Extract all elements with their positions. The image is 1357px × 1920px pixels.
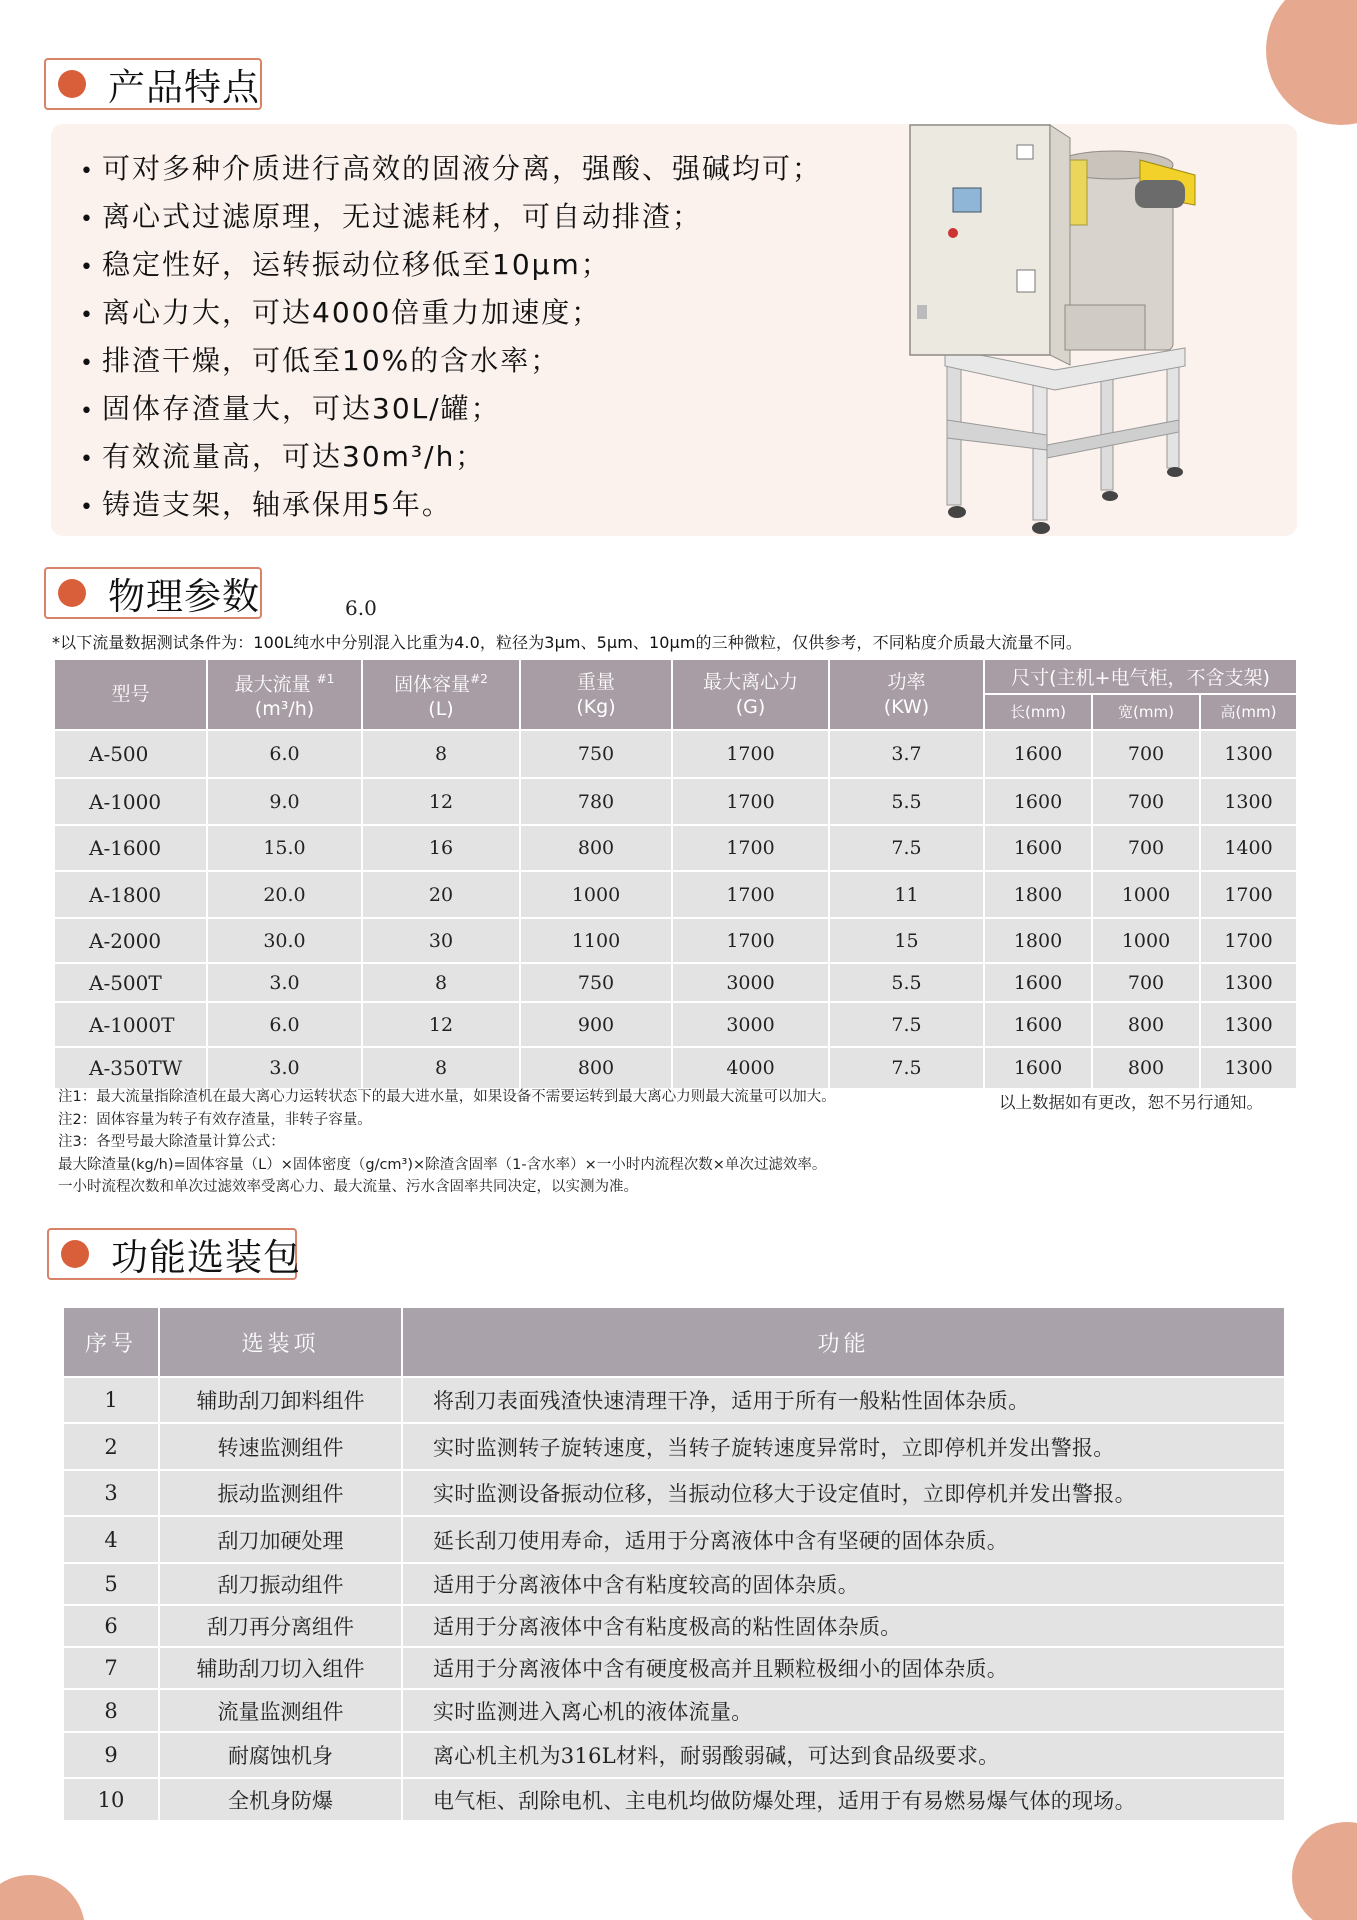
table-cell: 1000 <box>1092 871 1200 918</box>
option-number: 2 <box>63 1423 159 1470</box>
table-row <box>54 871 1297 918</box>
header-weight: 重量 (Kg) <box>520 659 672 730</box>
table-cell: 800 <box>1092 1047 1200 1089</box>
option-name: 刮刀加硬处理 <box>159 1516 402 1563</box>
option-name: 辅助刮刀切入组件 <box>159 1647 402 1689</box>
option-name: 振动监测组件 <box>159 1470 402 1516</box>
header-capacity: 固体容量$^{\#2}$ (L) <box>362 659 520 730</box>
option-number: 4 <box>63 1516 159 1563</box>
table-row <box>63 1516 1285 1563</box>
bullet-dot-icon <box>58 70 86 98</box>
table-row <box>63 1470 1285 1516</box>
table-cell: 1600 <box>984 1047 1092 1089</box>
table-row <box>54 730 1297 778</box>
table-cell: 9.0 <box>207 778 362 825</box>
model-cell: A-1000T <box>54 1002 207 1047</box>
table-cell: 1700 <box>672 825 829 871</box>
option-number: 6 <box>63 1605 159 1647</box>
feature-item: • 固体存渣量大，可达30L/罐； <box>80 385 880 433</box>
table-cell: 1300 <box>1200 730 1297 778</box>
header-model: 型号 <box>54 659 207 730</box>
table-cell: 8 <box>362 963 520 1002</box>
features-list <box>80 145 880 529</box>
option-function: 实时监测进入离心机的液体流量。 <box>402 1689 1285 1732</box>
table-cell: 700 <box>1092 778 1200 825</box>
table-cell: 3.7 <box>829 730 984 778</box>
table-row <box>54 1047 1297 1089</box>
table-cell: 8 <box>362 730 520 778</box>
features-section-title <box>44 58 262 110</box>
table-cell: 1400 <box>1200 825 1297 871</box>
table-cell: 800 <box>1092 1002 1200 1047</box>
option-name: 刮刀振动组件 <box>159 1563 402 1605</box>
params-table <box>53 658 1298 1090</box>
table-cell: 750 <box>520 963 672 1002</box>
table-cell: 700 <box>1092 963 1200 1002</box>
table-row <box>63 1647 1285 1689</box>
table-cell: 6.0 <box>207 1002 362 1047</box>
option-number: 10 <box>63 1778 159 1821</box>
table-cell: 1300 <box>1200 1002 1297 1047</box>
table-cell: 11 <box>829 871 984 918</box>
header-item: 选装项 <box>159 1307 402 1377</box>
option-function: 适用于分离液体中含有粘度较高的固体杂质。 <box>402 1563 1285 1605</box>
change-notice: 以上数据如有更改，恕不另行通知。 <box>999 1093 1263 1112</box>
bullet-dot-icon <box>61 1240 89 1268</box>
bullet-dot-icon <box>58 579 86 607</box>
header-flow: 最大流量 $^{\#1}$ (m³/h) <box>207 659 362 730</box>
table-cell: 700 <box>1092 825 1200 871</box>
table-cell: 3.0 <box>207 963 362 1002</box>
note-line: 一小时流程次数和单次过滤效率受离心力、最大流量、污水含固率共同决定，以实测为准。 <box>58 1179 638 1195</box>
table-cell: 800 <box>520 1047 672 1089</box>
table-cell: 1800 <box>984 918 1092 963</box>
option-function: 将刮刀表面残渣快速清理干净，适用于所有一般粘性固体杂质。 <box>402 1377 1285 1423</box>
option-function: 离心机主机为316L材料，耐弱酸弱碱，可达到食品级要求。 <box>402 1732 1285 1778</box>
model-cell: A-1800 <box>54 871 207 918</box>
option-function: 适用于分离液体中含有粘度极高的粘性固体杂质。 <box>402 1605 1285 1647</box>
corner-circle-decoration <box>1292 1822 1357 1920</box>
model-cell: A-1000 <box>54 778 207 825</box>
feature-item: • 铸造支架，轴承保用5年。 <box>80 481 880 529</box>
table-cell: 1600 <box>984 730 1092 778</box>
header-width: 宽(mm) <box>1092 694 1200 730</box>
table-cell: 3.0 <box>207 1047 362 1089</box>
params-section-title <box>44 567 262 619</box>
table-cell: 750 <box>520 730 672 778</box>
stray-value-text: 6.0 <box>345 596 377 620</box>
table-row <box>54 1002 1297 1047</box>
table-cell: 800 <box>520 825 672 871</box>
option-name: 全机身防爆 <box>159 1778 402 1821</box>
header-size: 尺寸(主机+电气柜，不含支架) <box>984 659 1297 694</box>
model-cell: A-500 <box>54 730 207 778</box>
option-number: 5 <box>63 1563 159 1605</box>
option-function: 实时监测转子旋转速度，当转子旋转速度异常时，立即停机并发出警报。 <box>402 1423 1285 1470</box>
option-name: 辅助刮刀卸料组件 <box>159 1377 402 1423</box>
option-name: 耐腐蚀机身 <box>159 1732 402 1778</box>
table-cell: 12 <box>362 778 520 825</box>
params-title-text: 物理参数 <box>108 575 260 618</box>
table-cell: 780 <box>520 778 672 825</box>
option-function: 实时监测设备振动位移，当振动位移大于设定值时，立即停机并发出警报。 <box>402 1470 1285 1516</box>
table-row <box>54 825 1297 871</box>
table-cell: 16 <box>362 825 520 871</box>
option-number: 1 <box>63 1377 159 1423</box>
model-cell: A-500T <box>54 963 207 1002</box>
table-row <box>54 918 1297 963</box>
table-cell: 4000 <box>672 1047 829 1089</box>
option-number: 3 <box>63 1470 159 1516</box>
features-title-text: 产品特点 <box>108 66 260 109</box>
table-cell: 15.0 <box>207 825 362 871</box>
table-cell: 1700 <box>1200 918 1297 963</box>
options-section-title <box>47 1228 301 1280</box>
table-cell: 1600 <box>984 778 1092 825</box>
table-cell: 8 <box>362 1047 520 1089</box>
option-number: 8 <box>63 1689 159 1732</box>
options-table <box>62 1306 1286 1822</box>
feature-item: • 离心力大，可达4000倍重力加速度； <box>80 289 880 337</box>
model-cell: A-2000 <box>54 918 207 963</box>
table-cell: 1700 <box>672 871 829 918</box>
table-cell: 1700 <box>672 778 829 825</box>
note-line: 注1：最大流量指除渣机在最大离心力运转状态下的最大进水量，如果设备不需要运转到最大离心力则最大流量可以加大。 <box>58 1089 836 1105</box>
table-row <box>63 1732 1285 1778</box>
option-function: 适用于分离液体中含有硬度极高并且颗粒极细小的固体杂质。 <box>402 1647 1285 1689</box>
table-cell: 1300 <box>1200 778 1297 825</box>
feature-item: • 稳定性好，运转振动位移低至10μm； <box>80 241 880 289</box>
option-function: 电气柜、刮除电机、主电机均做防爆处理，适用于有易燃易爆气体的现场。 <box>402 1778 1285 1821</box>
options-title-text: 功能选装包 <box>111 1236 301 1279</box>
header-length: 长(mm) <box>984 694 1092 730</box>
table-cell: 6.0 <box>207 730 362 778</box>
table-cell: 1600 <box>984 963 1092 1002</box>
header-height: 高(mm) <box>1200 694 1297 730</box>
header-power: 功率 (KW) <box>829 659 984 730</box>
table-row <box>63 1605 1285 1647</box>
option-name: 转速监测组件 <box>159 1423 402 1470</box>
table-cell: 5.5 <box>829 963 984 1002</box>
table-row <box>63 1563 1285 1605</box>
note-line: 注3：各型号最大除渣量计算公式： <box>58 1134 285 1150</box>
table-cell: 1100 <box>520 918 672 963</box>
table-row <box>63 1423 1285 1470</box>
corner-circle-decoration <box>1266 0 1357 125</box>
feature-item: • 排渣干燥，可低至10%的含水率； <box>80 337 880 385</box>
table-cell: 1600 <box>984 1002 1092 1047</box>
header-func: 功能 <box>402 1307 1285 1377</box>
header-force: 最大离心力 (G) <box>672 659 829 730</box>
table-cell: 1700 <box>1200 871 1297 918</box>
model-cell: A-350TW <box>54 1047 207 1089</box>
feature-item: • 可对多种介质进行高效的固液分离，强酸、强碱均可； <box>80 145 880 193</box>
table-cell: 900 <box>520 1002 672 1047</box>
table-row <box>63 1377 1285 1423</box>
table-cell: 12 <box>362 1002 520 1047</box>
table-notes <box>58 1086 836 1199</box>
feature-item: • 有效流量高，可达30m³/h； <box>80 433 880 481</box>
test-condition-note: *以下流量数据测试条件为：100L纯水中分别混入比重为4.0，粒径为3μm、5μm、10μm的三种微粒，仅供参考，不同粘度介质最大流量不同。 <box>52 633 1082 652</box>
centrifuge-machine-image <box>905 120 1205 540</box>
table-cell: 1600 <box>984 825 1092 871</box>
note-line: 注2：固体容量为转子有效存渣量，非转子容量。 <box>58 1111 372 1128</box>
option-number: 7 <box>63 1647 159 1689</box>
option-number: 9 <box>63 1732 159 1778</box>
table-cell: 1300 <box>1200 1047 1297 1089</box>
table-cell: 7.5 <box>829 1047 984 1089</box>
table-cell: 30 <box>362 918 520 963</box>
option-name: 流量监测组件 <box>159 1689 402 1732</box>
header-no: 序号 <box>63 1307 159 1377</box>
corner-circle-decoration <box>0 1875 85 1920</box>
option-name: 刮刀再分离组件 <box>159 1605 402 1647</box>
table-cell: 1700 <box>672 918 829 963</box>
table-cell: 1800 <box>984 871 1092 918</box>
note-line: 最大除渣量(kg/h)=固体容量（L）×固体密度（g/cm³)×除渣含固率（1-含水率）×一小时内流程次数×单次过滤效率。 <box>58 1156 827 1173</box>
table-cell: 5.5 <box>829 778 984 825</box>
table-row <box>63 1689 1285 1732</box>
table-cell: 7.5 <box>829 1002 984 1047</box>
table-row <box>54 778 1297 825</box>
table-cell: 700 <box>1092 730 1200 778</box>
option-function: 延长刮刀使用寿命，适用于分离液体中含有坚硬的固体杂质。 <box>402 1516 1285 1563</box>
table-cell: 3000 <box>672 963 829 1002</box>
table-cell: 15 <box>829 918 984 963</box>
table-cell: 30.0 <box>207 918 362 963</box>
table-cell: 20.0 <box>207 871 362 918</box>
table-row <box>54 963 1297 1002</box>
table-cell: 7.5 <box>829 825 984 871</box>
feature-item: • 离心式过滤原理，无过滤耗材，可自动排渣； <box>80 193 880 241</box>
table-cell: 1000 <box>520 871 672 918</box>
table-cell: 1300 <box>1200 963 1297 1002</box>
table-cell: 3000 <box>672 1002 829 1047</box>
table-cell: 1000 <box>1092 918 1200 963</box>
model-cell: A-1600 <box>54 825 207 871</box>
table-row <box>63 1778 1285 1821</box>
table-cell: 20 <box>362 871 520 918</box>
table-cell: 1700 <box>672 730 829 778</box>
